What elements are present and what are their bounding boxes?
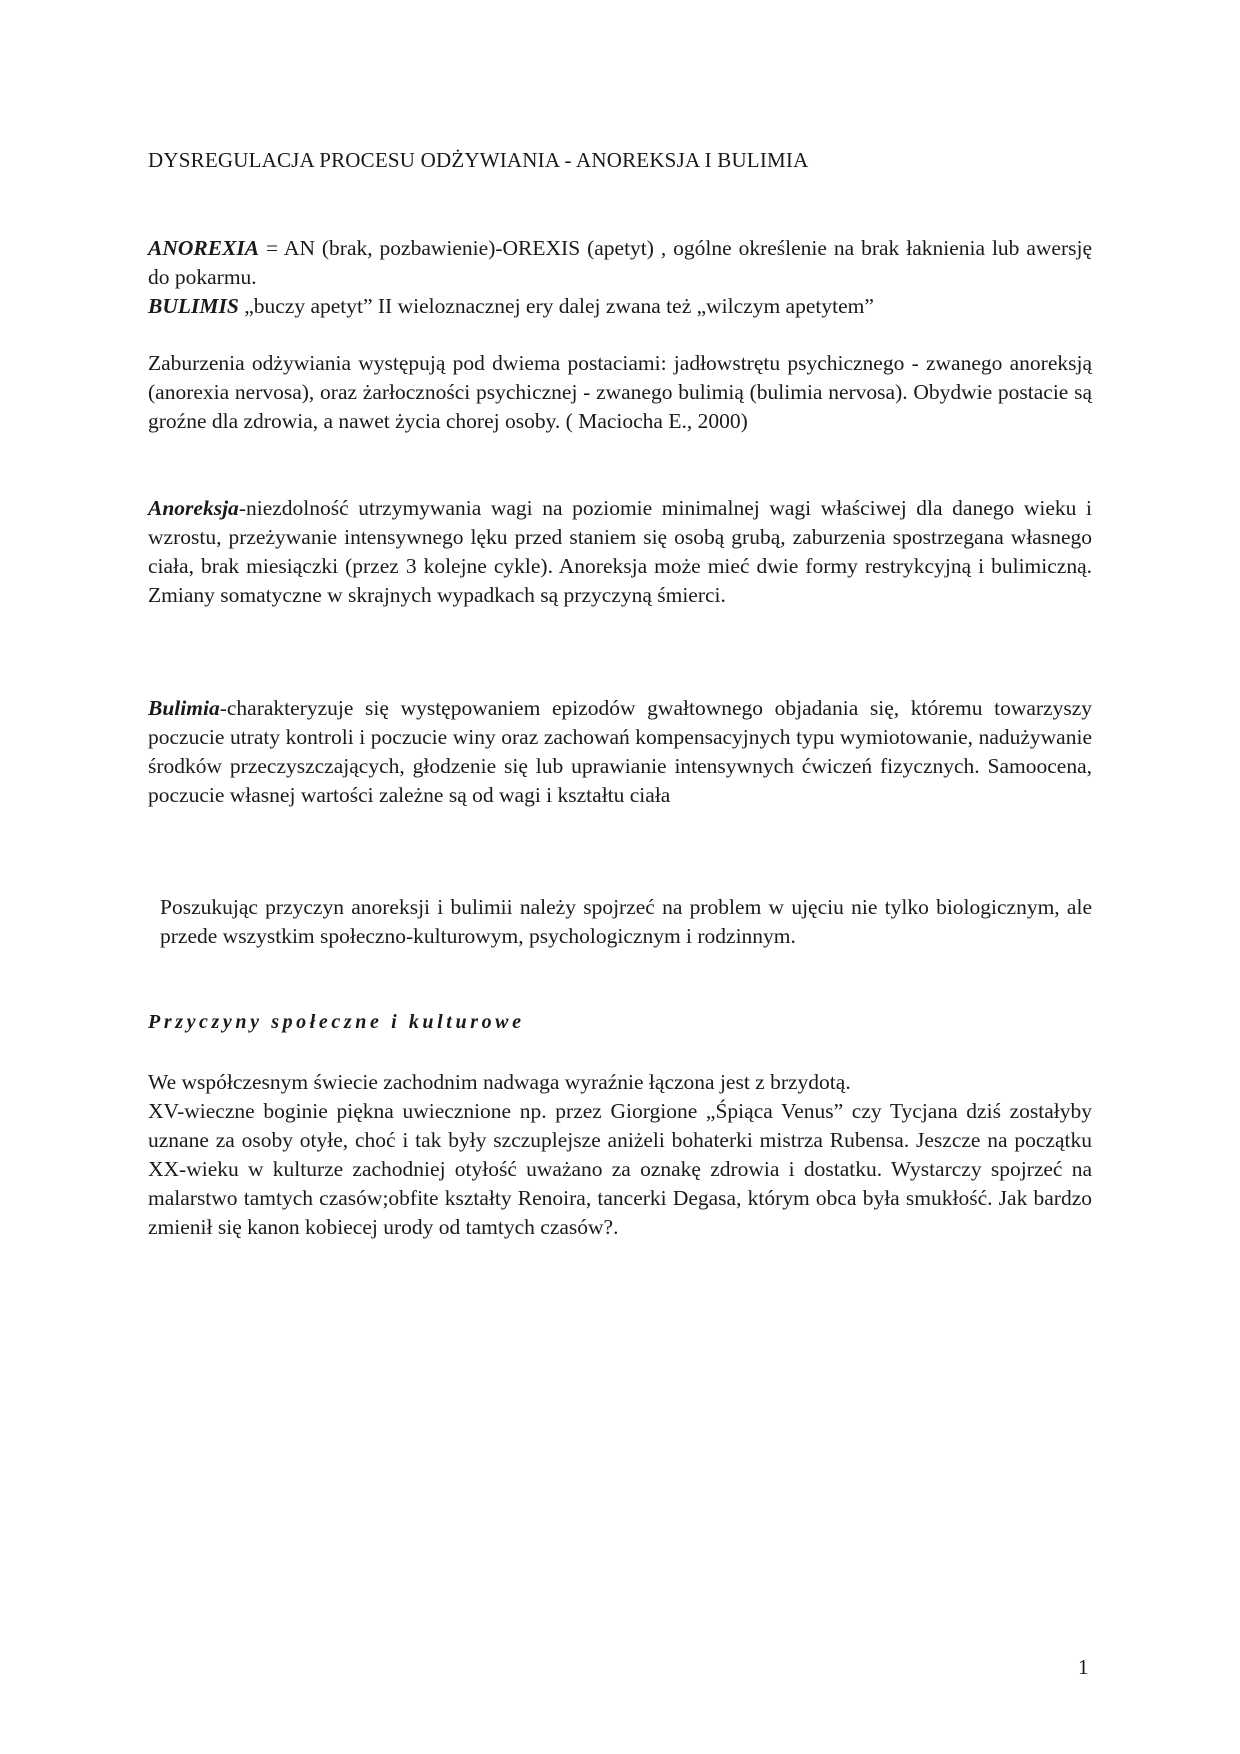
anoreksja-text-wrapper xyxy=(148,494,1092,610)
intro-text: Zaburzenia odżywiania występują pod dwiema postaciami: jadłowstrętu psychicznego - zwanego anoreksją (anorexia nervosa), oraz żarłoczności psychicznej - zwanego bulimią (bulimia nervosa). Obydwie postacie są groźne dla zdrowia, a nawet życia chorej osoby. ( Maciocha E., 2000) xyxy=(148,351,1092,433)
causes-intro-paragraph xyxy=(148,893,1092,951)
anorexia-term: ANOREXIA xyxy=(148,236,260,260)
document-title: DYSREGULACJA PROCESU ODŻYWIANIA - ANOREKSJA I BULIMIA xyxy=(148,148,809,172)
bulimia-text: -charakteryzuje się występowaniem epizodów gwałtownego objadania się, któremu towarzyszy poczucie utraty kontroli i poczucie winy oraz zachowań kompensacyjnych typu wymiotowanie, nadużywanie środków przeczyszczających, głodzenie się lub uprawianie intensywnych ćwiczeń fizycznych. Samoocena, poczucie własnej wartości zależne są od wagi i kształtu ciała xyxy=(148,696,1092,807)
bulimis-term: BULIMIS xyxy=(148,294,239,318)
intro-paragraph xyxy=(148,349,1092,436)
bulimia-text-wrapper xyxy=(148,694,1092,810)
bulimia-term: Bulimia xyxy=(148,696,220,720)
page-number: 1 xyxy=(1078,1655,1089,1679)
anorexia-definition xyxy=(148,234,1092,292)
anoreksja-term: Anoreksja xyxy=(148,496,239,520)
anorexia-definition-text: = AN (brak, pozbawienie)-OREXIS (apetyt) , ogólne określenie na brak łaknienia lub awersję do pokarmu. xyxy=(148,236,1092,289)
anoreksja-paragraph xyxy=(148,494,1092,610)
bulimis-definition-text: „buczy apetyt” II wieloznacznej ery dalej zwana też „wilczym apetytem” xyxy=(238,294,874,318)
definitions-block xyxy=(148,234,1092,321)
section-line-2: XV-wieczne boginie piękna uwiecznione np. przez Giorgione „Śpiąca Venus” czy Tycjana dziś zostałyby uznane za osoby otyłe, choć i tak były szczuplejsze aniżeli bohaterki mistrza Rubensa. Jeszcze na początku XX-wieku w kulturze zachodniej otyłość uważano za oznakę zdrowia i dostatku. Wystarczy spojrzeć na malarstwo tamtych czasów;obfite kształty Renoira, tancerki Degasa, którym obca była smukłość. Jak bardzo zmienił się kanon kobiecej urody od tamtych czasów?. xyxy=(148,1099,1092,1239)
section-heading: Przyczyny społeczne i kulturowe xyxy=(148,1011,525,1033)
section-body xyxy=(148,1068,1092,1242)
causes-intro-text: Poszukując przyczyn anoreksji i bulimii należy spojrzeć na problem w ujęciu nie tylko biologicznym, ale przede wszystkim społeczno-kulturowym, psychologicznym i rodzinnym. xyxy=(160,895,1092,948)
anoreksja-text: -niezdolność utrzymywania wagi na poziomie minimalnej wagi właściwej dla danego wieku i wzrostu, przeżywanie intensywnego lęku przed staniem się osobą grubą, zaburzenia spostrzegana własnego ciała, brak miesiączki (przez 3 kolejne cykle). Anoreksja może mieć dwie formy restrykcyjną i bulimiczną. Zmiany somatyczne w skrajnych wypadkach są przyczyną śmierci. xyxy=(148,496,1092,607)
bulimia-paragraph xyxy=(148,694,1092,810)
document-page xyxy=(148,0,1092,1754)
section-line-1: We współczesnym świecie zachodnim nadwaga wyraźnie łączona jest z brzydotą. xyxy=(148,1070,851,1094)
bulimis-definition xyxy=(148,292,1092,321)
